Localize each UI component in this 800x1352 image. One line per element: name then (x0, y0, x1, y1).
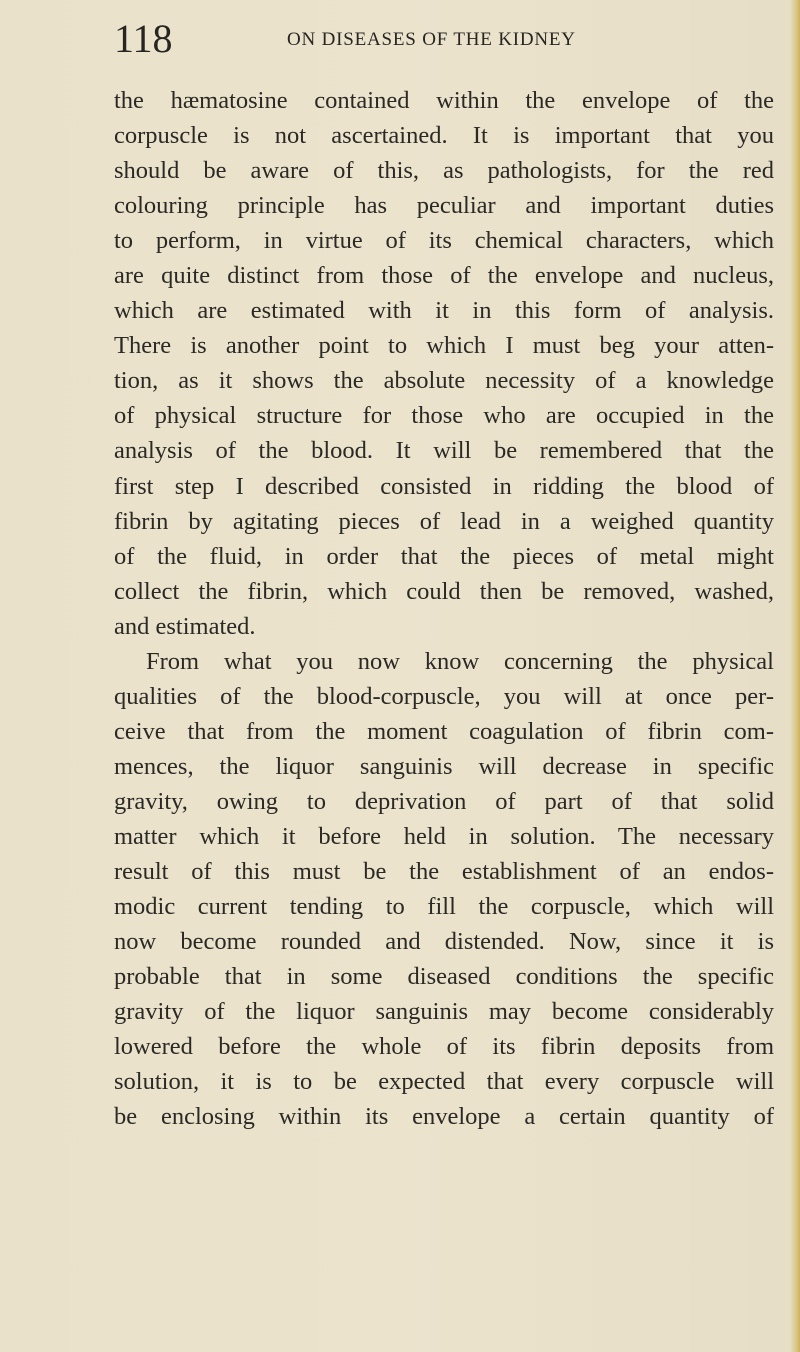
text-line: are quite distinct from those of the envelope and nucleus, (114, 262, 774, 290)
text-line: ceive that from the moment coagulation of fibrin com- (114, 717, 774, 745)
text-line: should be aware of this, as pathologists, for the red (114, 157, 774, 185)
text-line: mences, the liquor sanguinis will decrease in specific (114, 752, 774, 780)
text-line: of physical structure for those who are occupied in the (114, 402, 774, 430)
text-line: result of this must be the establishment of an endos- (114, 858, 774, 886)
text-line: the hæmatosine contained within the envelope of the (114, 87, 774, 114)
text-line: be enclosing within its envelope a certain quantity of (114, 1103, 774, 1131)
text-line: now become rounded and distended. Now, since it is (114, 928, 774, 956)
text-line: to perform, in virtue of its chemical characters, which (114, 227, 774, 255)
text-line: matter which it before held in solution. The necessary (114, 822, 774, 850)
running-title: ON DISEASES OF THE KIDNEY (287, 29, 576, 50)
paragraph-2 (114, 644, 774, 1135)
text-line: corpuscle is not ascertained. It is important that you (114, 122, 774, 150)
text-line: modic current tending to fill the corpuscle, which will (114, 893, 774, 921)
text-line: qualities of the blood-corpuscle, you will at once per- (114, 682, 774, 710)
text-line: gravity, owing to deprivation of part of that solid (114, 787, 774, 815)
text-line: of the fluid, in order that the pieces of metal might (114, 542, 774, 570)
running-head (114, 14, 754, 64)
text-line: From what you now know concerning the physical (146, 647, 774, 675)
text-line: There is another point to which I must beg your atten- (114, 332, 774, 360)
page-edge (790, 0, 800, 1352)
paragraph-1 (114, 83, 774, 644)
text-line: and estimated. (114, 612, 256, 640)
text-line: collect the fibrin, which could then be removed, washed, (114, 577, 774, 605)
text-line: analysis of the blood. It will be remembered that the (114, 437, 774, 465)
text-line: first step I described consisted in ridding the blood of (114, 472, 774, 500)
text-line: gravity of the liquor sanguinis may become considerably (114, 998, 774, 1026)
body-text (114, 83, 774, 1134)
text-line: lowered before the whole of its fibrin deposits from (114, 1033, 774, 1061)
page-number: 118 (114, 16, 173, 61)
text-line: solution, it is to be expected that every corpuscle will (114, 1068, 774, 1096)
text-line: fibrin by agitating pieces of lead in a weighed quantity (114, 507, 774, 535)
text-line: tion, as it shows the absolute necessity of a knowledge (114, 367, 774, 395)
text-line: which are estimated with it in this form of analysis. (114, 297, 774, 325)
text-line: probable that in some diseased conditions the specific (114, 963, 774, 991)
text-line: colouring principle has peculiar and important duties (114, 192, 774, 220)
